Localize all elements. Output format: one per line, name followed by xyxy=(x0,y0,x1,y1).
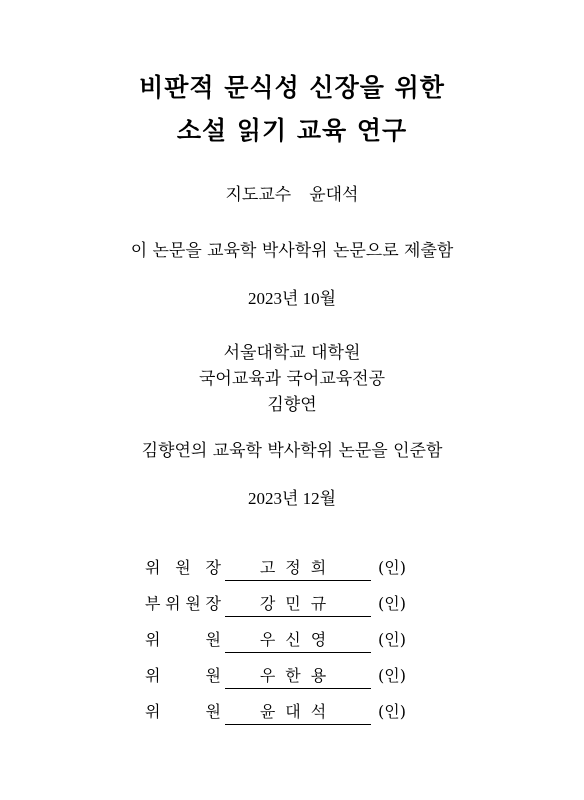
approval-date: 2023년 12월 xyxy=(247,489,337,508)
committee-member-name: 우신영 xyxy=(225,627,371,653)
role-char: 위 xyxy=(145,558,161,577)
seal-mark: (인) xyxy=(378,630,406,649)
committee-row-member xyxy=(145,663,415,687)
thesis-title-line-2: 소설 읽기 교육 연구 xyxy=(176,116,408,145)
committee-role xyxy=(145,555,221,578)
seal-mark: (인) xyxy=(378,666,406,685)
seal-mark: (인) xyxy=(378,702,406,721)
submission-date: 2023년 10월 xyxy=(247,289,337,308)
seal-mark: (인) xyxy=(378,594,406,613)
committee-role xyxy=(145,699,221,722)
role-char: 위 xyxy=(145,702,161,721)
committee-member-name: 우한용 xyxy=(225,663,371,689)
committee-row-vice-chair xyxy=(145,591,415,615)
role-char: 위 xyxy=(145,666,161,685)
submission-statement: 이 논문을 교육학 박사학위 논문으로 제출함 xyxy=(130,241,454,261)
role-char: 장 xyxy=(205,594,221,613)
committee-member-name: 고정희 xyxy=(225,555,371,581)
role-char: 원 xyxy=(205,702,221,721)
committee-row-chair xyxy=(145,555,415,579)
role-char: 위 xyxy=(165,594,181,613)
committee-role xyxy=(145,591,221,614)
role-char: 장 xyxy=(205,558,221,577)
role-char: 위 xyxy=(145,630,161,649)
committee-role xyxy=(145,627,221,650)
thesis-title-line-1: 비판적 문식성 신장을 위한 xyxy=(139,73,445,102)
certification-statement: 김향연의 교육학 박사학위 논문을 인준함 xyxy=(141,441,443,461)
department-name: 국어교육과 국어교육전공 xyxy=(198,369,386,389)
role-char: 원 xyxy=(185,594,201,613)
role-char: 원 xyxy=(175,558,191,577)
advisor-line xyxy=(0,180,584,205)
committee-role xyxy=(145,663,221,686)
role-char: 부 xyxy=(145,594,161,613)
committee-member-name: 강민규 xyxy=(225,591,371,617)
role-char: 원 xyxy=(205,666,221,685)
committee-row-member xyxy=(145,699,415,723)
committee-row-member xyxy=(145,627,415,651)
advisor-name: 윤대석 xyxy=(309,185,359,205)
university-name: 서울대학교 대학원 xyxy=(223,343,361,363)
advisor-label: 지도교수 xyxy=(225,185,292,205)
author-name: 김향연 xyxy=(267,395,317,415)
committee-member-name: 윤대석 xyxy=(225,699,371,725)
role-char: 원 xyxy=(205,630,221,649)
seal-mark: (인) xyxy=(378,558,406,577)
